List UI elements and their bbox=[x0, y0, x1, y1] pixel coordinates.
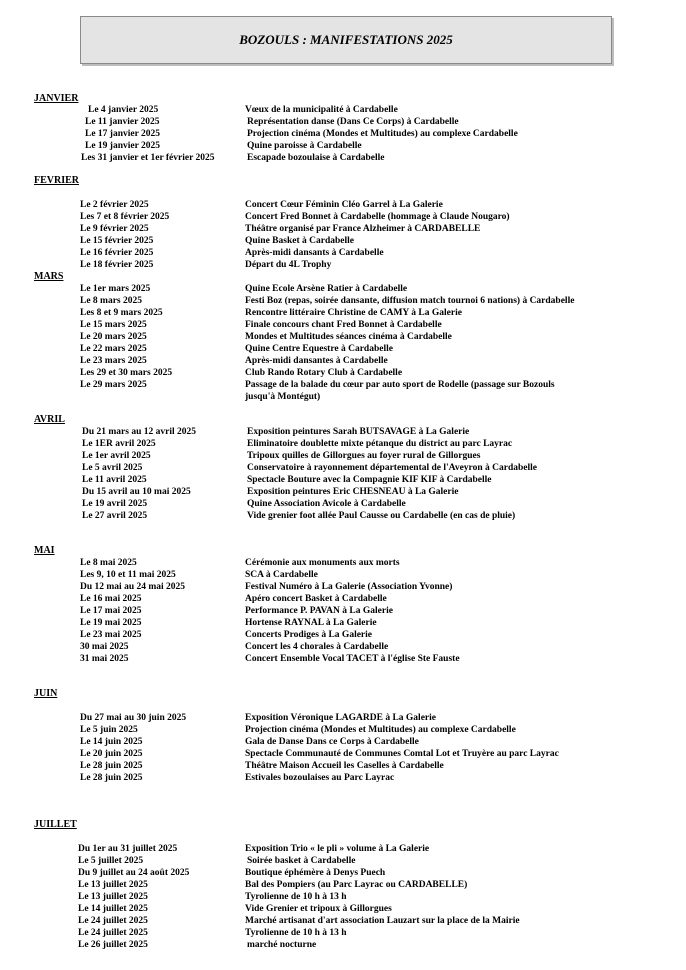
event-date: Les 8 et 9 mars 2025 bbox=[80, 308, 163, 318]
event-date: Le 8 mai 2025 bbox=[80, 558, 137, 568]
event-date: Le 23 mars 2025 bbox=[80, 356, 147, 366]
event-date: Du 12 mai au 24 mai 2025 bbox=[80, 582, 186, 592]
event-date: Le 24 juillet 2025 bbox=[78, 928, 148, 938]
event-date: Le 15 mars 2025 bbox=[80, 320, 147, 330]
event-label: Finale concours chant Fred Bonnet à Cardabelle bbox=[245, 320, 442, 330]
event-label: Concert Fred Bonnet à Cardabelle (hommage à Claude Nougaro) bbox=[245, 212, 510, 222]
event-label: Club Rando Rotary Club à Cardabelle bbox=[245, 368, 403, 378]
event-label: Cérémonie aux monuments aux morts bbox=[245, 558, 400, 568]
event-label: Gala de Danse Dans ce Corps à Cardabelle bbox=[245, 737, 419, 747]
event-label: Projection cinéma (Mondes et Multitudes) au complexe Cardabelle bbox=[245, 725, 516, 735]
event-label: Spectacle Bouture avec la Compagnie KIF KIF à Cardabelle bbox=[247, 475, 492, 485]
event-label: Quine paroisse à Cardabelle bbox=[247, 141, 362, 151]
event-label: Mondes et Multitudes séances cinéma à Cardabelle bbox=[245, 332, 452, 342]
event-label: Conservatoire à rayonnement départemental de l'Aveyron à Cardabelle bbox=[247, 463, 537, 473]
month-heading-juin: JUIN bbox=[34, 688, 58, 699]
event-label: Escapade bozoulaise à Cardabelle bbox=[247, 153, 385, 163]
event-date: Les 7 et 8 février 2025 bbox=[80, 212, 170, 222]
event-label: Tyrolienne de 10 h à 13 h bbox=[245, 892, 347, 902]
event-label: Quine Ecole Arsène Ratier à Cardabelle bbox=[245, 284, 408, 294]
event-date: Le 16 mai 2025 bbox=[80, 594, 142, 604]
event-date: Le 28 juin 2025 bbox=[80, 773, 143, 783]
event-label: Festival Numéro à La Galerie (Association Yvonne) bbox=[245, 582, 453, 592]
event-label: Eliminatoire doublette mixte pétanque du district au parc Layrac bbox=[247, 439, 513, 449]
event-date: 30 mai 2025 bbox=[80, 642, 129, 652]
month-heading-fevrier: FEVRIER bbox=[34, 175, 80, 186]
event-date: Le 11 janvier 2025 bbox=[85, 117, 160, 127]
event-date: Le 20 mars 2025 bbox=[80, 332, 147, 342]
event-date: Le 23 mai 2025 bbox=[80, 630, 142, 640]
event-label: Boutique éphémère à Denys Puech bbox=[245, 868, 386, 878]
event-label-continuation: jusqu'à Montégut) bbox=[245, 392, 321, 402]
event-date: Le 13 juillet 2025 bbox=[78, 880, 148, 890]
month-heading-mars: MARS bbox=[34, 271, 64, 282]
month-heading-janvier: JANVIER bbox=[34, 93, 79, 104]
event-date: Les 9, 10 et 11 mai 2025 bbox=[80, 570, 176, 580]
event-label: SCA à Cardabelle bbox=[245, 570, 318, 580]
event-date: Le 1ER avril 2025 bbox=[82, 439, 156, 449]
event-label: Bal des Pompiers (au Parc Layrac ou CARDABELLE) bbox=[245, 880, 468, 890]
event-label: Après-midi dansants à Cardabelle bbox=[245, 248, 384, 258]
event-date: Du 9 juillet au 24 août 2025 bbox=[78, 868, 190, 878]
event-date: Le 2 février 2025 bbox=[80, 200, 149, 210]
event-label: Quine Centre Equestre à Cardabelle bbox=[245, 344, 393, 354]
event-date: Le 5 juin 2025 bbox=[80, 725, 138, 735]
event-label: Représentation danse (Dans Ce Corps) à Cardabelle bbox=[247, 117, 459, 127]
event-date: Le 14 juin 2025 bbox=[80, 737, 143, 747]
event-date: Le 5 juillet 2025 bbox=[78, 856, 144, 866]
month-heading-mai: MAI bbox=[34, 545, 55, 556]
event-date: Le 17 mai 2025 bbox=[80, 606, 142, 616]
event-date: Le 4 janvier 2025 bbox=[88, 105, 159, 115]
event-date: 31 mai 2025 bbox=[80, 654, 129, 664]
event-date: Le 9 février 2025 bbox=[80, 224, 149, 234]
event-date: Le 15 février 2025 bbox=[80, 236, 154, 246]
month-heading-avril: AVRIL bbox=[34, 414, 65, 425]
event-date: Le 13 juillet 2025 bbox=[78, 892, 148, 902]
event-label: Quine Association Avicole à Cardabelle bbox=[247, 499, 406, 509]
month-heading-juillet: JUILLET bbox=[34, 819, 77, 830]
event-date: Le 24 juillet 2025 bbox=[78, 916, 148, 926]
event-date: Le 28 juin 2025 bbox=[80, 761, 143, 771]
event-date: Le 14 juillet 2025 bbox=[78, 904, 148, 914]
event-label: marché nocturne bbox=[247, 940, 317, 950]
event-date: Le 29 mars 2025 bbox=[80, 380, 147, 390]
event-label: Exposition Véronique LAGARDE à La Galerie bbox=[245, 713, 436, 723]
event-label: Spectacle Communauté de Communes Comtal Lot et Truyère au parc Layrac bbox=[245, 749, 559, 759]
event-date: Le 16 février 2025 bbox=[80, 248, 154, 258]
event-date: Les 31 janvier et 1er février 2025 bbox=[81, 153, 215, 163]
event-date: Le 19 mai 2025 bbox=[80, 618, 142, 628]
event-label: Hortense RAYNAL à La Galerie bbox=[245, 618, 377, 628]
page-title: BOZOULS : MANIFESTATIONS 2025 bbox=[239, 32, 453, 47]
event-label: Exposition peintures Sarah BUTSAVAGE à La Galerie bbox=[247, 427, 470, 437]
event-label: Théâtre Maison Accueil les Caselles à Cardabelle bbox=[245, 761, 444, 771]
event-date: Le 5 avril 2025 bbox=[82, 463, 143, 473]
event-label: Concert Ensemble Vocal TACET à l'église Ste Fauste bbox=[245, 654, 460, 664]
event-label: Quine Basket à Cardabelle bbox=[245, 236, 354, 246]
event-date: Du 15 avril au 10 mai 2025 bbox=[82, 487, 191, 497]
event-date: Du 1er au 31 juillet 2025 bbox=[78, 844, 178, 854]
event-label: Tripoux quilles de Gillorgues au foyer rural de Gillorgues bbox=[247, 451, 481, 461]
event-date: Le 11 avril 2025 bbox=[82, 475, 147, 485]
event-label: Vide Grenier et tripoux à Gillorgues bbox=[245, 904, 392, 914]
event-date: Le 1er avril 2025 bbox=[82, 451, 151, 461]
event-label: Marché artisanat d'art association Lauzart sur la place de la Mairie bbox=[245, 916, 520, 926]
event-date: Le 8 mars 2025 bbox=[80, 296, 143, 306]
event-label: Passage de la balade du cœur par auto sport de Rodelle (passage sur Bozouls bbox=[245, 380, 555, 390]
event-date: Le 19 avril 2025 bbox=[82, 499, 148, 509]
event-label: Rencontre littéraire Christine de CAMY à La Galerie bbox=[245, 308, 462, 318]
event-label: Festi Boz (repas, soirée dansante, diffusion match tournoi 6 nations) à Cardabelle bbox=[245, 296, 575, 306]
event-date: Le 19 janvier 2025 bbox=[85, 141, 161, 151]
event-label: Concert les 4 chorales à Cardabelle bbox=[245, 642, 389, 652]
event-date: Les 29 et 30 mars 2025 bbox=[80, 368, 173, 378]
event-label: Vide grenier foot allée Paul Causse ou Cardabelle (en cas de pluie) bbox=[247, 511, 516, 521]
event-date: Le 20 juin 2025 bbox=[80, 749, 143, 759]
event-label: Tyrolienne de 10 h à 13 h bbox=[245, 928, 347, 938]
event-label: Concerts Prodiges à La Galerie bbox=[245, 630, 372, 640]
event-date: Du 21 mars au 12 avril 2025 bbox=[82, 427, 196, 437]
event-date: Le 17 janvier 2025 bbox=[85, 129, 161, 139]
event-label: Exposition Trio « le pli » volume à La Galerie bbox=[245, 844, 430, 854]
event-label: Après-midi dansantes à Cardabelle bbox=[245, 356, 388, 366]
event-label: Exposition peintures Eric CHESNEAU à La Galerie bbox=[247, 487, 459, 497]
event-label: Apéro concert Basket à Cardabelle bbox=[245, 594, 387, 604]
event-date: Du 27 mai au 30 juin 2025 bbox=[80, 713, 187, 723]
event-label: Performance P. PAVAN à La Galerie bbox=[245, 606, 393, 616]
event-date: Le 27 avril 2025 bbox=[82, 511, 148, 521]
event-date: Le 26 juillet 2025 bbox=[78, 940, 148, 950]
title-box bbox=[80, 16, 612, 64]
event-label: Concert Cœur Féminin Cléo Garrel à La Galerie bbox=[245, 200, 443, 210]
event-label: Estivales bozoulaises au Parc Layrac bbox=[245, 773, 395, 783]
event-label: Projection cinéma (Mondes et Multitudes) au complexe Cardabelle bbox=[247, 129, 518, 139]
event-date: Le 18 février 2025 bbox=[80, 260, 154, 270]
event-date: Le 22 mars 2025 bbox=[80, 344, 147, 354]
event-label: Théâtre organisé par France Alzheimer à CARDABELLE bbox=[245, 224, 481, 234]
event-label: Départ du 4L Trophy bbox=[245, 260, 332, 270]
event-date: Le 1er mars 2025 bbox=[80, 284, 151, 294]
event-label: Soirée basket à Cardabelle bbox=[247, 856, 356, 866]
event-label: Vœux de la municipalité à Cardabelle bbox=[245, 105, 398, 115]
